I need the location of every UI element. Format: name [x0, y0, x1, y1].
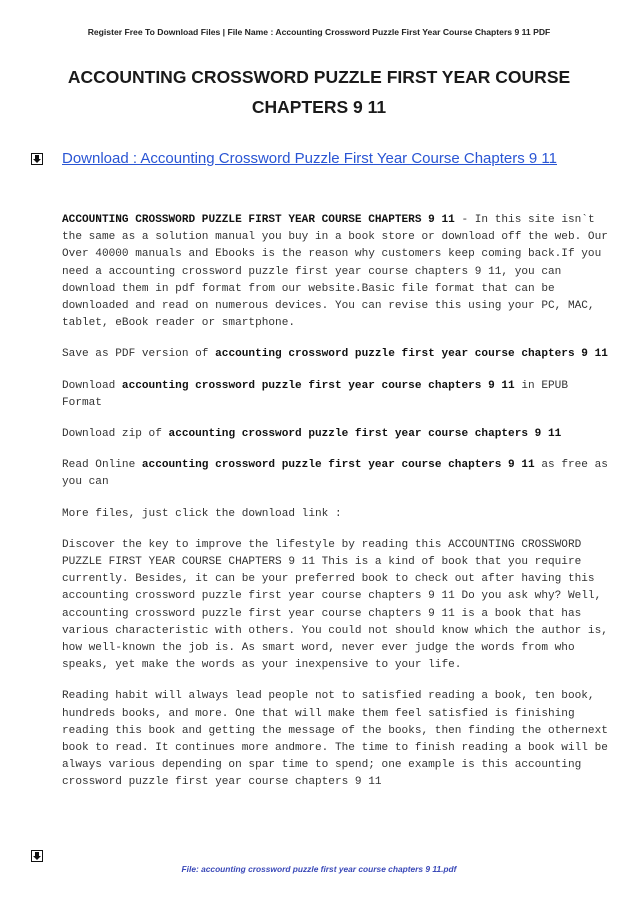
page-footer: File: accounting crossword puzzle first year course chapters 9 11.pdf — [181, 864, 457, 874]
document-body — [62, 212, 614, 806]
more-files-text: More files, just click the download link : — [62, 507, 342, 520]
intro-bold-title: ACCOUNTING CROSSWORD PUZZLE FIRST YEAR COURSE CHAPTERS 9 11 — [62, 214, 455, 226]
link-line-zip[interactable] — [62, 426, 614, 443]
link-prefix: Save as PDF version of — [62, 348, 216, 361]
title-line-2: CHAPTERS 9 11 — [251, 97, 387, 117]
download-arrow-icon[interactable] — [31, 153, 43, 165]
intro-text: - In this site isn`t the same as a solution manual you buy in a book store or download off the web. Our Over 40000 manuals and Ebooks is the reason why customers keep coming back.If you need a accounting crossword puzzle first year course chapters 9 11, you can download them in pdf format from our website.Basic file format that can be downloaded and read on numerous devices. You can revise this using your PC, MAC, tablet, eBook reader or smartphone. — [62, 214, 608, 330]
body-paragraph-2: Reading habit will always lead people not to satisfied reading a book, ten book, hundreds books, and more. One that will make them feel satisfied is finishing reading this book and getting the message of the books, then finding the othernext book to read. It continues more andmore. The time to finish reading a book will be always various depending on spar time to spend; one example is this accounting crossword puzzle first year course chapters 9 11 — [62, 690, 608, 789]
link-bold: accounting crossword puzzle first year course chapters 9 11 — [121, 379, 515, 392]
link-prefix: Download zip of — [62, 428, 169, 441]
link-suffix: as free as you can — [62, 459, 608, 489]
intro-paragraph — [62, 212, 614, 332]
download-arrow-icon[interactable] — [31, 850, 43, 862]
link-bold: accounting crossword puzzle first year course chapters 9 11 — [215, 348, 608, 361]
link-bold: accounting crossword puzzle first year course chapters 9 11 — [141, 459, 535, 472]
link-line-read-online[interactable] — [62, 457, 614, 491]
link-line-epub[interactable] — [62, 378, 614, 412]
link-bold: accounting crossword puzzle first year course chapters 9 11 — [168, 428, 562, 441]
download-link[interactable]: Download : Accounting Crossword Puzzle First Year Course Chapters 9 11 — [62, 150, 557, 167]
body-paragraph-1: Discover the key to improve the lifestyle by reading this ACCOUNTING CROSSWORD PUZZLE FIRST YEAR COURSE CHAPTERS 9 11 This is a kind of book that you require currently. Besides, it can be your preferred book to check out after having this accounting crossword puzzle first year course chapters 9 11 Do you ask why? Well, accounting crossword puzzle first year course chapters 9 11 is a book that has various characteristic with others. You could not should know which the author is, how well-known the job is. As smart word, never ever judge the words from who speaks, yet make the words as your inexpensive to your life. — [62, 538, 608, 672]
page-title — [50, 62, 588, 122]
link-prefix: Download — [62, 379, 122, 392]
title-line-1: ACCOUNTING CROSSWORD PUZZLE FIRST YEAR COURSE — [67, 67, 571, 87]
page-header: Register Free To Download Files | File Name : Accounting Crossword Puzzle First Year Course Chapters 9 11 PDF — [87, 27, 551, 37]
link-line-pdf[interactable] — [62, 346, 614, 363]
link-suffix: in EPUB Format — [62, 379, 568, 409]
link-prefix: Read Online — [62, 459, 142, 472]
